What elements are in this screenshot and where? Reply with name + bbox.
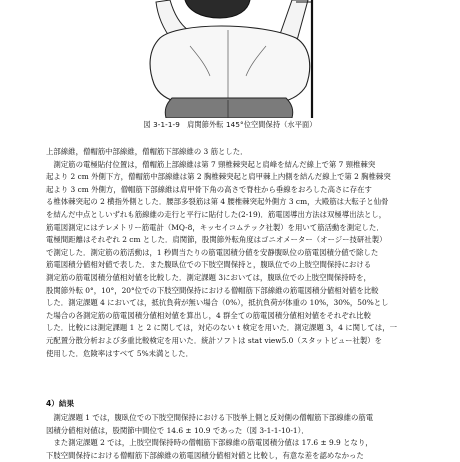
results-text bbox=[46, 412, 424, 462]
text-line: した．比較には測定課題 1 と 2 に関しては，対応のない t 検定を用いた．測定課題 3，4 に関しては，一 bbox=[46, 323, 397, 333]
text-line: 使用した．危険率はすべて 5%未満とした． bbox=[46, 348, 193, 358]
text-line: 測定筋の筋電図積分値相対値を比較した．測定課題 3においては，腹臥位での上肢空間保持時を， bbox=[46, 272, 371, 282]
body-text bbox=[46, 146, 424, 360]
text-line: た場合の各測定筋の筋電図積分値相対値を算出し，4 群全ての筋電図積分値相対値をそれぞれ比較 bbox=[46, 310, 371, 320]
text-line: を結んだ中点としいずれも筋線維の走行と平行に貼付した(2-19)．筋電図導出方法は双極導出法とし， bbox=[46, 209, 387, 219]
text-line: 上部線維，僧帽筋中部線維，僧帽筋下部線維の 3 筋とした． bbox=[46, 147, 248, 156]
text-line: 測定筋の電極貼付位置は，僧帽筋上部線維は第 7 頸椎棘突起と肩峰を結んだ線上で第 7 頸椎棘突 bbox=[53, 159, 376, 169]
text-line: で測定した．測定筋の筋活動は，1 秒間当たりの筋電図積分値を安静腹臥位の筋電図積分値で除した bbox=[46, 247, 379, 257]
text-line: 下肢空間保持における僧帽筋下部線維の筋電図積分値相対値と比較し，有意な差を認めなかった bbox=[46, 450, 364, 460]
text-line: 筋電図測定にはテレメトリー筋電計（MQ-8，キッセイコムテック社製）を用いて筋活動を測定した． bbox=[46, 222, 384, 232]
prone-arm-abduction-illustration bbox=[60, 0, 400, 118]
text-line: 元配置分散分析および多重比較検定を用いた．統計ソフトは stat view5.0（スタットビュー社製）を bbox=[46, 335, 383, 345]
figure-caption: 図 3-1-1-9 肩関節外転 145°位空間保持（水平面） bbox=[143, 120, 317, 129]
figure bbox=[60, 0, 400, 118]
text-line: 筋電図積分値相対値で表した．また腹臥位での下肢空間保持と，腹臥位での上肢空間保持における bbox=[46, 260, 372, 270]
text-line: 起より 3 cm 外側方，僧帽筋下部線維は肩甲骨下角の高さで脊柱から垂線をおろした高さに存在す bbox=[46, 184, 372, 194]
text-line: した．測定課題 4 においては，抵抗負荷が無い場合（0%），抵抗負荷が体重の 10%，30%，50%とし bbox=[46, 298, 389, 308]
text-line: 股関節外転 0°，10°，20°位での下肢空間保持における僧帽筋下部線維の筋電図積分値相対値を比較 bbox=[46, 285, 379, 295]
text-line: また測定課題 2 では，上肢空間保持時の僧帽筋下部線維の筋電図積分値は 17.6 ± 9.9 となり， bbox=[53, 438, 373, 448]
text-line: 測定課題 1 では，腹臥位での下肢空間保持における下肢挙上側と反対側の僧帽筋下部線維の筋電 bbox=[53, 413, 374, 422]
text-line: る椎体棘突起の 2 横指外側とした．腰部多裂筋は第 4 腰椎棘突起外側方 3 cm，大殿筋は大転子と仙骨 bbox=[46, 197, 389, 207]
text-line: 起より 2 cm 外側下方，僧帽筋中部線維は第 2 胸椎棘突起と肩甲棘上内側を結んだ線上で第 2 胸椎棘突 bbox=[46, 172, 391, 182]
text-line: 電極間距離はそれぞれ 2 cm とした．肩関節，股関節外転角度はゴニオメーター（オージー技研社製） bbox=[46, 235, 387, 245]
section-heading: 4）結果 bbox=[46, 399, 75, 408]
text-line: 図積分値相対値は，股関節中間位で 14.6 ± 10.9 であった（図 3-1-1-10-1）． bbox=[46, 425, 309, 435]
